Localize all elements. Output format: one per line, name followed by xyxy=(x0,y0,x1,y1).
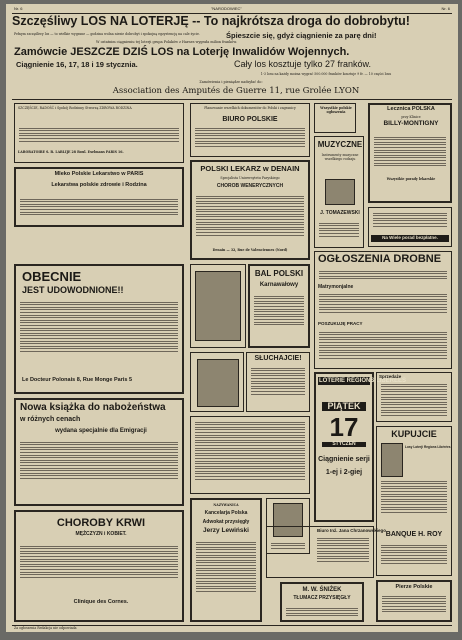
lottery-prize-note: 1-3 losu na każdy można wygrać 500.000 franków kosztuje 9 fr. — 10 części losu xyxy=(260,72,392,76)
ad-sluchajcie-title: SŁUCHAJCIE! xyxy=(254,355,302,362)
ad-pierze-title: Pierze Polskie xyxy=(395,584,433,590)
ad-loterie-draw: Ciągnienie serji xyxy=(318,456,370,463)
classifieds-lost: POSZUKUJĘ PRACY xyxy=(318,321,363,326)
classifieds-matrimonial: Matrymonjalne xyxy=(318,284,354,290)
ogloszenia-drobne xyxy=(314,251,452,369)
dancing-couple-illustration xyxy=(195,271,241,341)
ad-lewinski-office: Kancelarja Polska xyxy=(204,510,248,516)
ad-lecznica-sub: przy Klinice xyxy=(401,115,421,119)
ad-porady-text: Na Wiele porad bezpłatne. xyxy=(371,235,449,242)
lottery-intro: Pełnym szczęśliwy los — to wielkie wygrane — godzina wolna niesie dobrobyt i spokojną egzystencję na cale życie. xyxy=(14,32,200,36)
ad-lekarz-city: Denain — 32, Rue de Valenciennes (Nord) xyxy=(212,248,288,252)
lottery-buy-today: Zamówcie JESZCZE DZIŚ LOS na Loterję Inwalidów Wojennych. xyxy=(14,46,350,58)
ad-lecznica-note: Wszystkie porady lekarskie xyxy=(386,177,436,181)
classifieds-title: OGŁOSZENIA DROBNE xyxy=(318,253,442,265)
ad-kupujcie xyxy=(376,426,452,576)
ad-mleko-title: Mleko Polskie Lekarstwo w PARIS xyxy=(54,171,144,177)
ad-bal-title: BAL POLSKI xyxy=(254,269,304,278)
ad-sprzedaz: Sprzedaże xyxy=(379,374,402,379)
ad-lecznica-polska xyxy=(368,103,452,203)
ad-obecnie-subtitle: JEST UDOWODNIONE!! xyxy=(22,285,124,295)
ad-choroby-title: CHOROBY KRWI xyxy=(56,517,146,529)
ad-biuro-polskie xyxy=(190,103,310,157)
ad-tlumacz-title: TŁUMACZ PRZYSIĘGŁY xyxy=(293,595,351,601)
ad-kupujcie-bank: BANQUE H. ROY xyxy=(385,531,443,538)
ad-classifieds-right xyxy=(376,372,452,422)
lottery-draw-dates: Ciągnienie 16, 17, 18 i 19 stycznia. xyxy=(16,60,138,69)
ad-ksiazka-sub: w różnych cenach xyxy=(20,416,81,423)
ad-obecnie-title: OBECNIE xyxy=(22,269,82,284)
ad-lekarz-diseases: CHOROB WENERYCZNYCH xyxy=(216,183,284,189)
ad-lekarz-title: POLSKI LEKARZ w DENAIN xyxy=(200,164,300,173)
ad-lewinski-adwokat: Adwokat przysięgły xyxy=(202,519,250,525)
lottery-address: Association des Amputés de Guerre 11, rue Grolée LYON xyxy=(112,86,360,96)
ad-choroby-sub: MĘŻCZYZN i KOBIET. xyxy=(75,531,127,537)
ad-obecnie xyxy=(14,264,184,394)
ad-zdrowa-rodzina-lab: LABORATOIRE S. B. LABLIJE 28 Boul. Exelmans PARIS 16. xyxy=(18,150,124,154)
ad-choroby-clinic: Clinique des Cornes. xyxy=(73,599,129,605)
lottery-hurry: Śpieszcie się, gdyż ciągnienie za parę dni! xyxy=(226,31,377,40)
ad-sluchajcie xyxy=(246,352,310,412)
lottery-address-label: Zamówienia i pieniądze nadsyłać do: xyxy=(199,80,263,84)
ad-loterie-month: STYCZEŃ xyxy=(322,442,366,447)
ad-muzyczne-title: MUZYCZNE xyxy=(317,140,363,149)
banner-rule xyxy=(12,99,452,100)
ad-ksiazka-edition: wydana specjalnie dla Emigracji xyxy=(55,428,147,434)
lottery-headline: Szczęśliwy LOS NA LOTERJĘ -- To najkrótsza droga do dobrobytu! xyxy=(12,14,410,28)
ad-zdrowa-rodzina-text: SZCZĘŚCIE, RADOŚĆ i Spokój Rodzinny Stworzą ZDROWA RODZINA xyxy=(18,106,132,110)
ad-lewinski-name: Jerzy Lewiński xyxy=(203,527,249,534)
ad-muzyczne-text: Instrumenty muzyczne wszelkiego rodzaju xyxy=(321,153,359,161)
ad-porady-lekarskie xyxy=(368,207,452,247)
ad-wszystkie-text: Wszystkie polskie ogłoszenia xyxy=(320,106,352,114)
footer-note: Za ogłoszenia Redakcja nie odpowiada xyxy=(14,626,77,630)
page-number-right: Nr. 6 xyxy=(441,6,450,11)
ad-tlumacz xyxy=(280,582,364,622)
ad-tlumacz-name: M. W. ŚNIŻEK xyxy=(302,587,342,593)
ad-kupujcie-text: Losy Loterji Regions Libérées xyxy=(405,445,451,449)
lottery-price: Cały los kosztuje tylko 27 franków. xyxy=(234,59,372,69)
ad-biuro-intro: Planowanie wszelkich dokumentów do Polski i zagranicy xyxy=(204,106,296,110)
ad-obecnie-doctor: Le Docteur Polonais 8, Rue Monge Paris 5 xyxy=(22,377,133,383)
ad-bal-sub: Karnawałowy xyxy=(259,282,299,288)
ad-lewinski xyxy=(190,498,262,622)
ad-loterie-date: 17 xyxy=(329,412,359,442)
lottery-orders-note: W ostatnim ciągnieniu tej loterji grupa Polaków z Harnes wygrała milion franków. xyxy=(96,40,237,44)
lottery-ticket-illustration xyxy=(381,443,403,477)
ad-middle-text xyxy=(190,416,310,494)
ad-nowa-ksiazka xyxy=(14,398,184,506)
ad-pierze xyxy=(376,580,452,622)
ad-bal-polski xyxy=(248,264,310,348)
ad-muzyczne-seller: J. TOMAZEWSKI xyxy=(320,210,360,216)
ad-zdrowa-rodzina xyxy=(14,103,184,163)
ad-mleko-line: Lekarstwa polskie zdrowie i Rodzina xyxy=(51,182,147,188)
newspaper-page xyxy=(6,4,458,632)
ad-biuro-jana xyxy=(266,526,387,578)
ad-biuro-jana-title: Biuro Inż. Jana Chrzanowskiego xyxy=(317,528,387,533)
ad-lecznica-title: Lecznica POLSKA xyxy=(387,106,435,112)
masthead-small: "NARODOWIEC" xyxy=(211,6,242,11)
man-portrait-illustration xyxy=(197,359,239,407)
ad-choroby-krwi xyxy=(14,510,184,622)
ad-wszystkie-polskie xyxy=(314,103,356,133)
ad-lekarz-sub: Specjalista Uniwersytetu Paryskiego xyxy=(220,176,280,180)
ad-bal-photo xyxy=(190,264,246,348)
ad-polski-lekarz xyxy=(190,160,310,260)
ad-muzyczne xyxy=(314,136,364,248)
ad-loterie-title: LOTERIE RÉGIONS LIBÉRÉES xyxy=(319,378,407,384)
ad-mleko-polskie xyxy=(14,167,184,227)
page-number-left: Nr. 6 xyxy=(14,6,23,11)
ad-loterie-days: 1-ej i 2-giej xyxy=(325,469,363,476)
ad-lewinski-intro: NAZYWANICA xyxy=(213,503,239,507)
ad-loterie-day: PIĄTEK xyxy=(322,402,366,411)
ad-kupujcie-title: KUPUJCIE xyxy=(391,429,437,439)
ad-sluchajcie-photo xyxy=(190,352,244,412)
ad-ksiazka-title: Nowa książka do nabożeństwa xyxy=(20,402,166,413)
ad-biuro-title: BIURO POLSKIE xyxy=(222,116,278,123)
ad-lecznica-name: BILLY-MONTIGNY xyxy=(383,120,439,127)
record-player-illustration xyxy=(325,179,355,205)
